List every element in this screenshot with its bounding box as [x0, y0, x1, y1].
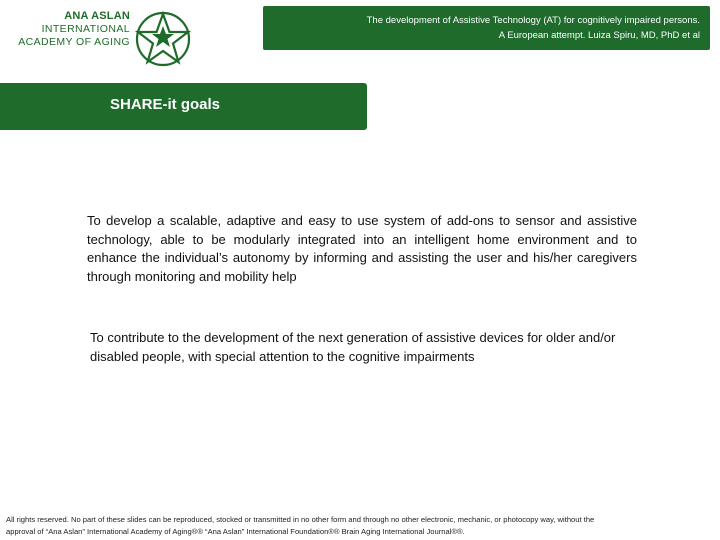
logo-line-3: ACADEMY OF AGING: [18, 36, 130, 48]
academy-logo: [8, 10, 198, 70]
header-bar: [263, 6, 710, 50]
section-title: SHARE-it goals: [110, 96, 221, 113]
goal-paragraph-1: To develop a scalable, adaptive and easy to use system of add-ons to sensor and assistive technology, able to be modularly integrated into an intelligent home environment and to enhance the individual’s autonomy by informing and assisting the user and his/her caregivers through monitoring and mobility help: [87, 213, 637, 284]
logo-text: [10, 10, 130, 49]
footer-line-1: All rights reserved. No part of these slides can be reproduced, stocked or transmitted in no other form and through no other electronic, mechanic, or photocopy way, without the: [6, 515, 595, 524]
copyright-footer: [6, 514, 714, 538]
header-subtitle: A European attempt. Luiza Spiru, MD, PhD et al: [498, 30, 700, 41]
section-title-bar: [0, 83, 367, 130]
logo-line-2: INTERNATIONAL: [41, 23, 130, 35]
footer-line-2: approval of “Ana Aslan” International Academy of Aging®® “Ana Aslan” International Foundation®® Brain Aging International Journal®®.: [6, 527, 465, 536]
header-title: The development of Assistive Technology (AT) for cognitively impaired persons.: [366, 15, 700, 26]
star-emblem-icon: [134, 10, 192, 68]
logo-line-1: ANA ASLAN: [64, 10, 130, 22]
goal-paragraph-2: To contribute to the development of the next generation of assistive devices for older and/or disabled people, with special attention to the cognitive impairments: [90, 330, 616, 364]
